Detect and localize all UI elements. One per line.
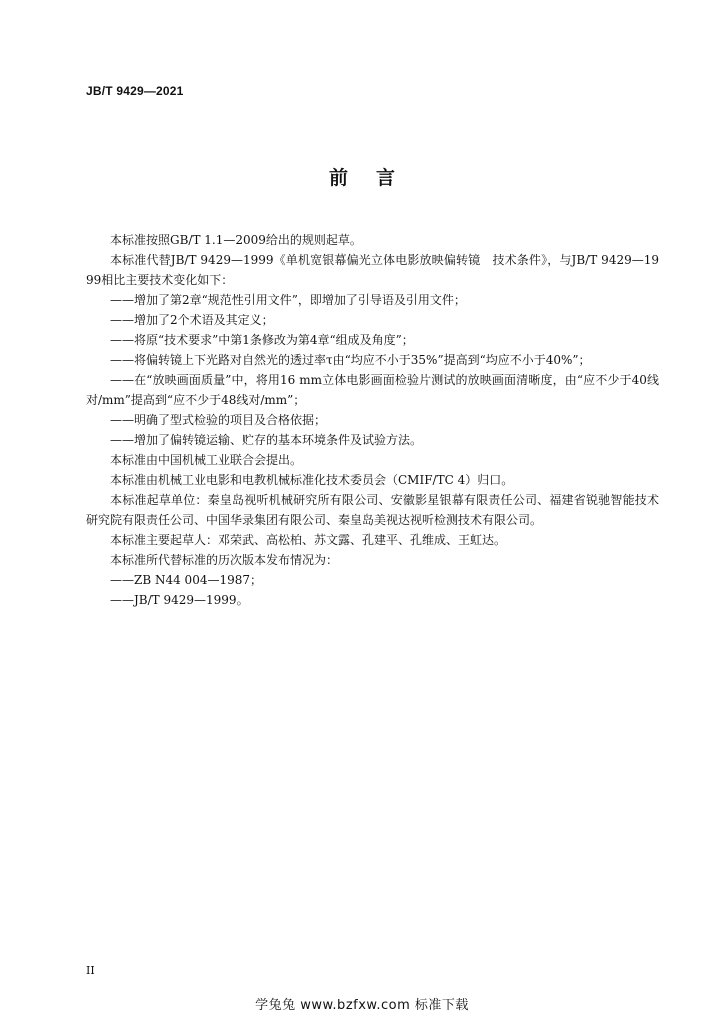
paragraph-drafting-rules: 本标准按照GB/T 1.1—2009给出的规则起草。: [110, 233, 362, 247]
source-watermark: 学兔兔 www.bzfxw.com 标准下载: [255, 998, 469, 1013]
standard-code: JB/T 9429—2021: [86, 84, 184, 98]
change-item-5: ——在“放映画面质量”中，将用16 mm立体电影画面检验片测试的放映画面清晰度，由“应不少于40线对/mm”提高到“应不少于48线对/mm”；: [86, 373, 659, 407]
change-item-3: ——将原“技术要求”中第1条修改为第4章“组成及角度”；: [110, 333, 414, 347]
paragraph-drafters: 本标准主要起草人：邓荣武、高松柏、苏文露、孔建平、孔维成、王虹达。: [110, 533, 507, 547]
paragraph-proposer: 本标准由中国机械工业联合会提出。: [110, 453, 303, 467]
change-item-2: ——增加了2个术语及其定义；: [110, 313, 274, 327]
history-item-2: ——JB/T 9429—1999。: [110, 593, 249, 607]
change-item-4: ——将偏转镜上下光路对自然光的透过率τ由“均应不小于35%”提高到“均应不小于40%”；: [110, 353, 591, 367]
change-item-1: ——增加了第2章“规范性引用文件”，即增加了引导语及引用文件；: [110, 293, 466, 307]
change-item-6: ——明确了型式检验的项目及合格依据；: [110, 413, 327, 427]
page-number: II: [86, 964, 95, 977]
foreword-body: [86, 230, 659, 610]
page-title: 前言: [328, 167, 423, 189]
change-item-7: ——增加了偏转镜运输、贮存的基本环境条件及试验方法。: [110, 433, 423, 447]
history-item-1: ——ZB N44 004—1987；: [110, 573, 262, 587]
paragraph-history-intro: 本标准所代替标准的历次版本发布情况为：: [110, 553, 339, 567]
paragraph-replacement: 本标准代替JB/T 9429—1999《单机宽银幕偏光立体电影放映偏转镜 技术条件》，与JB/T 9429—1999相比主要技术变化如下：: [86, 253, 659, 287]
paragraph-drafting-units: 本标准起草单位：秦皇岛视听机械研究所有限公司、安徽影星银幕有限责任公司、福建省锐驰智能技术研究院有限责任公司、中国华录集团有限公司、秦皇岛美视达视听检测技术有限公司。: [86, 493, 659, 527]
paragraph-committee: 本标准由机械工业电影和电教机械标准化技术委员会（CMIF/TC 4）归口。: [110, 473, 514, 487]
